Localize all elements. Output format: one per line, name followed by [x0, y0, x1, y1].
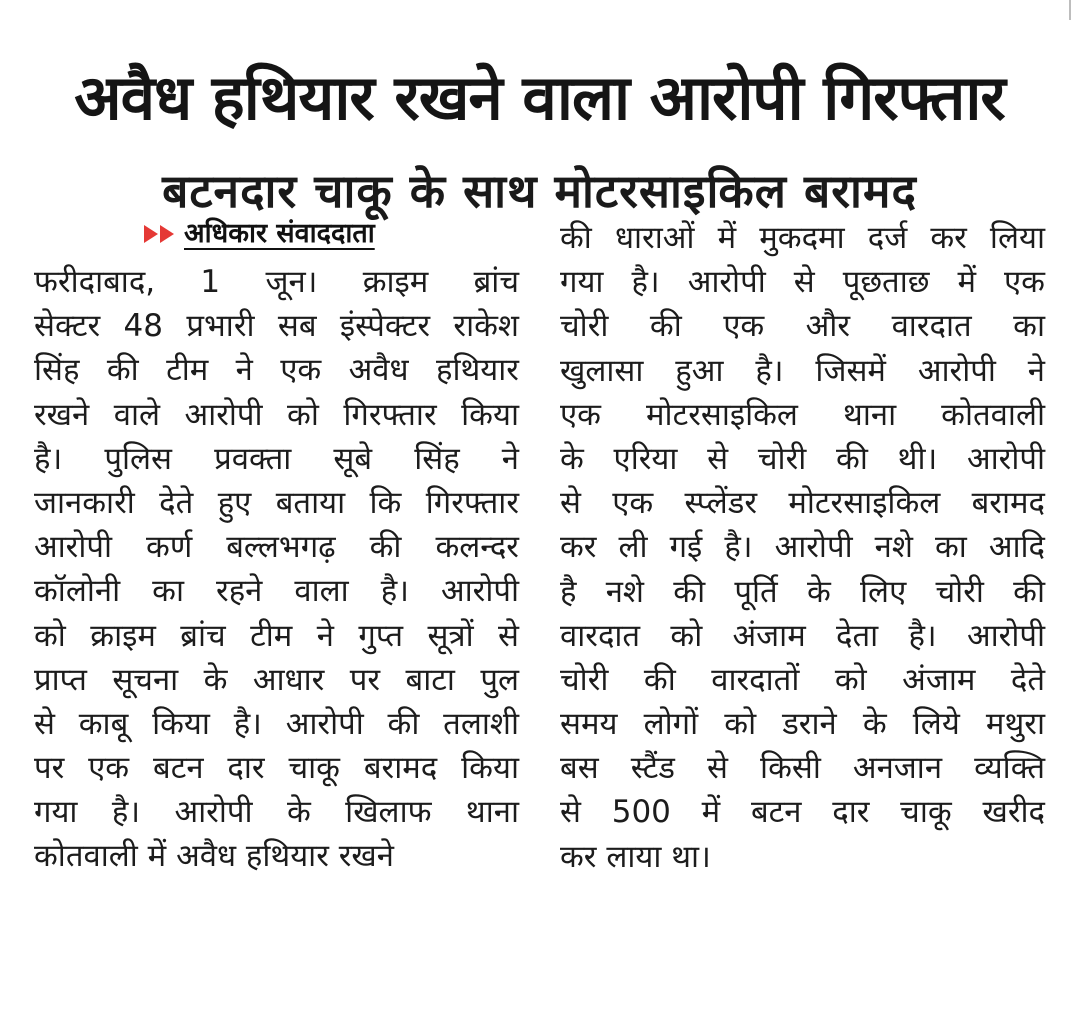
article-line: खुलासा हुआ है। जिसमें आरोपी ने	[560, 352, 1045, 389]
byline-label: अधिकार संवाददाता	[184, 218, 375, 249]
article-line: से एक स्प्लेंडर मोटरसाइकिल बरामद	[560, 485, 1045, 522]
article-line: है। पुलिस प्रवक्ता सूबे सिंह ने	[34, 440, 519, 477]
article-line: रखने वाले आरोपी को गिरफ्तार किया	[34, 396, 519, 433]
article-line: प्राप्त सूचना के आधार पर बाटा पुल	[34, 661, 519, 698]
article-line: के एरिया से चोरी की थी। आरोपी	[560, 440, 1045, 477]
article-line: सेक्टर 48 प्रभारी सब इंस्पेक्टर राकेश	[34, 308, 519, 345]
article-line: गया है। आरोपी से पूछताछ में एक	[560, 264, 1045, 301]
article-line: समय लोगों को डराने के लिये मथुरा	[560, 706, 1045, 743]
article-line: से 500 में बटन दार चाकू खरीद	[560, 794, 1045, 831]
article-line: कॉलोनी का रहने वाला है। आरोपी	[34, 573, 519, 610]
article-line: जानकारी देते हुए बताया कि गिरफ्तार	[34, 484, 519, 521]
article-line: को क्राइम ब्रांच टीम ने गुप्त सूत्रों से	[34, 617, 519, 654]
subheadline: बटनदार चाकू के साथ मोटरसाइकिल बरामद	[162, 164, 917, 219]
article-line: गया है। आरोपी के खिलाफ थाना	[34, 794, 519, 831]
article-column-right	[560, 216, 1045, 879]
corner-mark	[1069, 0, 1071, 20]
article-line: वारदात को अंजाम देता है। आरोपी	[560, 617, 1045, 654]
article-line: चोरी की वारदातों को अंजाम देते	[560, 661, 1045, 698]
article-line: पर एक बटन दार चाकू बरामद किया	[34, 750, 519, 787]
article-line: फरीदाबाद, 1 जून। क्राइम ब्रांच	[34, 264, 519, 300]
article-line: बस स्टैंड से किसी अनजान व्यक्ति	[560, 750, 1045, 787]
article-line: कर ली गई है। आरोपी नशे का आदि	[560, 529, 1045, 566]
double-arrow-icon	[142, 223, 180, 245]
headline: अवैध हथियार रखने वाला आरोपी गिरफ्तार	[74, 60, 1005, 134]
byline	[142, 214, 375, 254]
article-line: चोरी की एक और वारदात का	[560, 308, 1045, 345]
article-line: कर लाया था।	[560, 838, 711, 875]
article-line: कोतवाली में अवैध हथियार रखने	[34, 838, 394, 875]
article-line: सिंह की टीम ने एक अवैध हथियार	[34, 352, 519, 389]
article-line: एक मोटरसाइकिल थाना कोतवाली	[560, 396, 1045, 433]
article-line: से काबू किया है। आरोपी की तलाशी	[34, 705, 519, 742]
article-line: की धाराओं में मुकदमा दर्ज कर लिया	[560, 220, 1045, 256]
article-line: है नशे की पूर्ति के लिए चोरी की	[560, 573, 1045, 610]
article-line: आरोपी कर्ण बल्लभगढ़ की कलन्दर	[34, 529, 519, 566]
article-column-left	[34, 260, 519, 879]
